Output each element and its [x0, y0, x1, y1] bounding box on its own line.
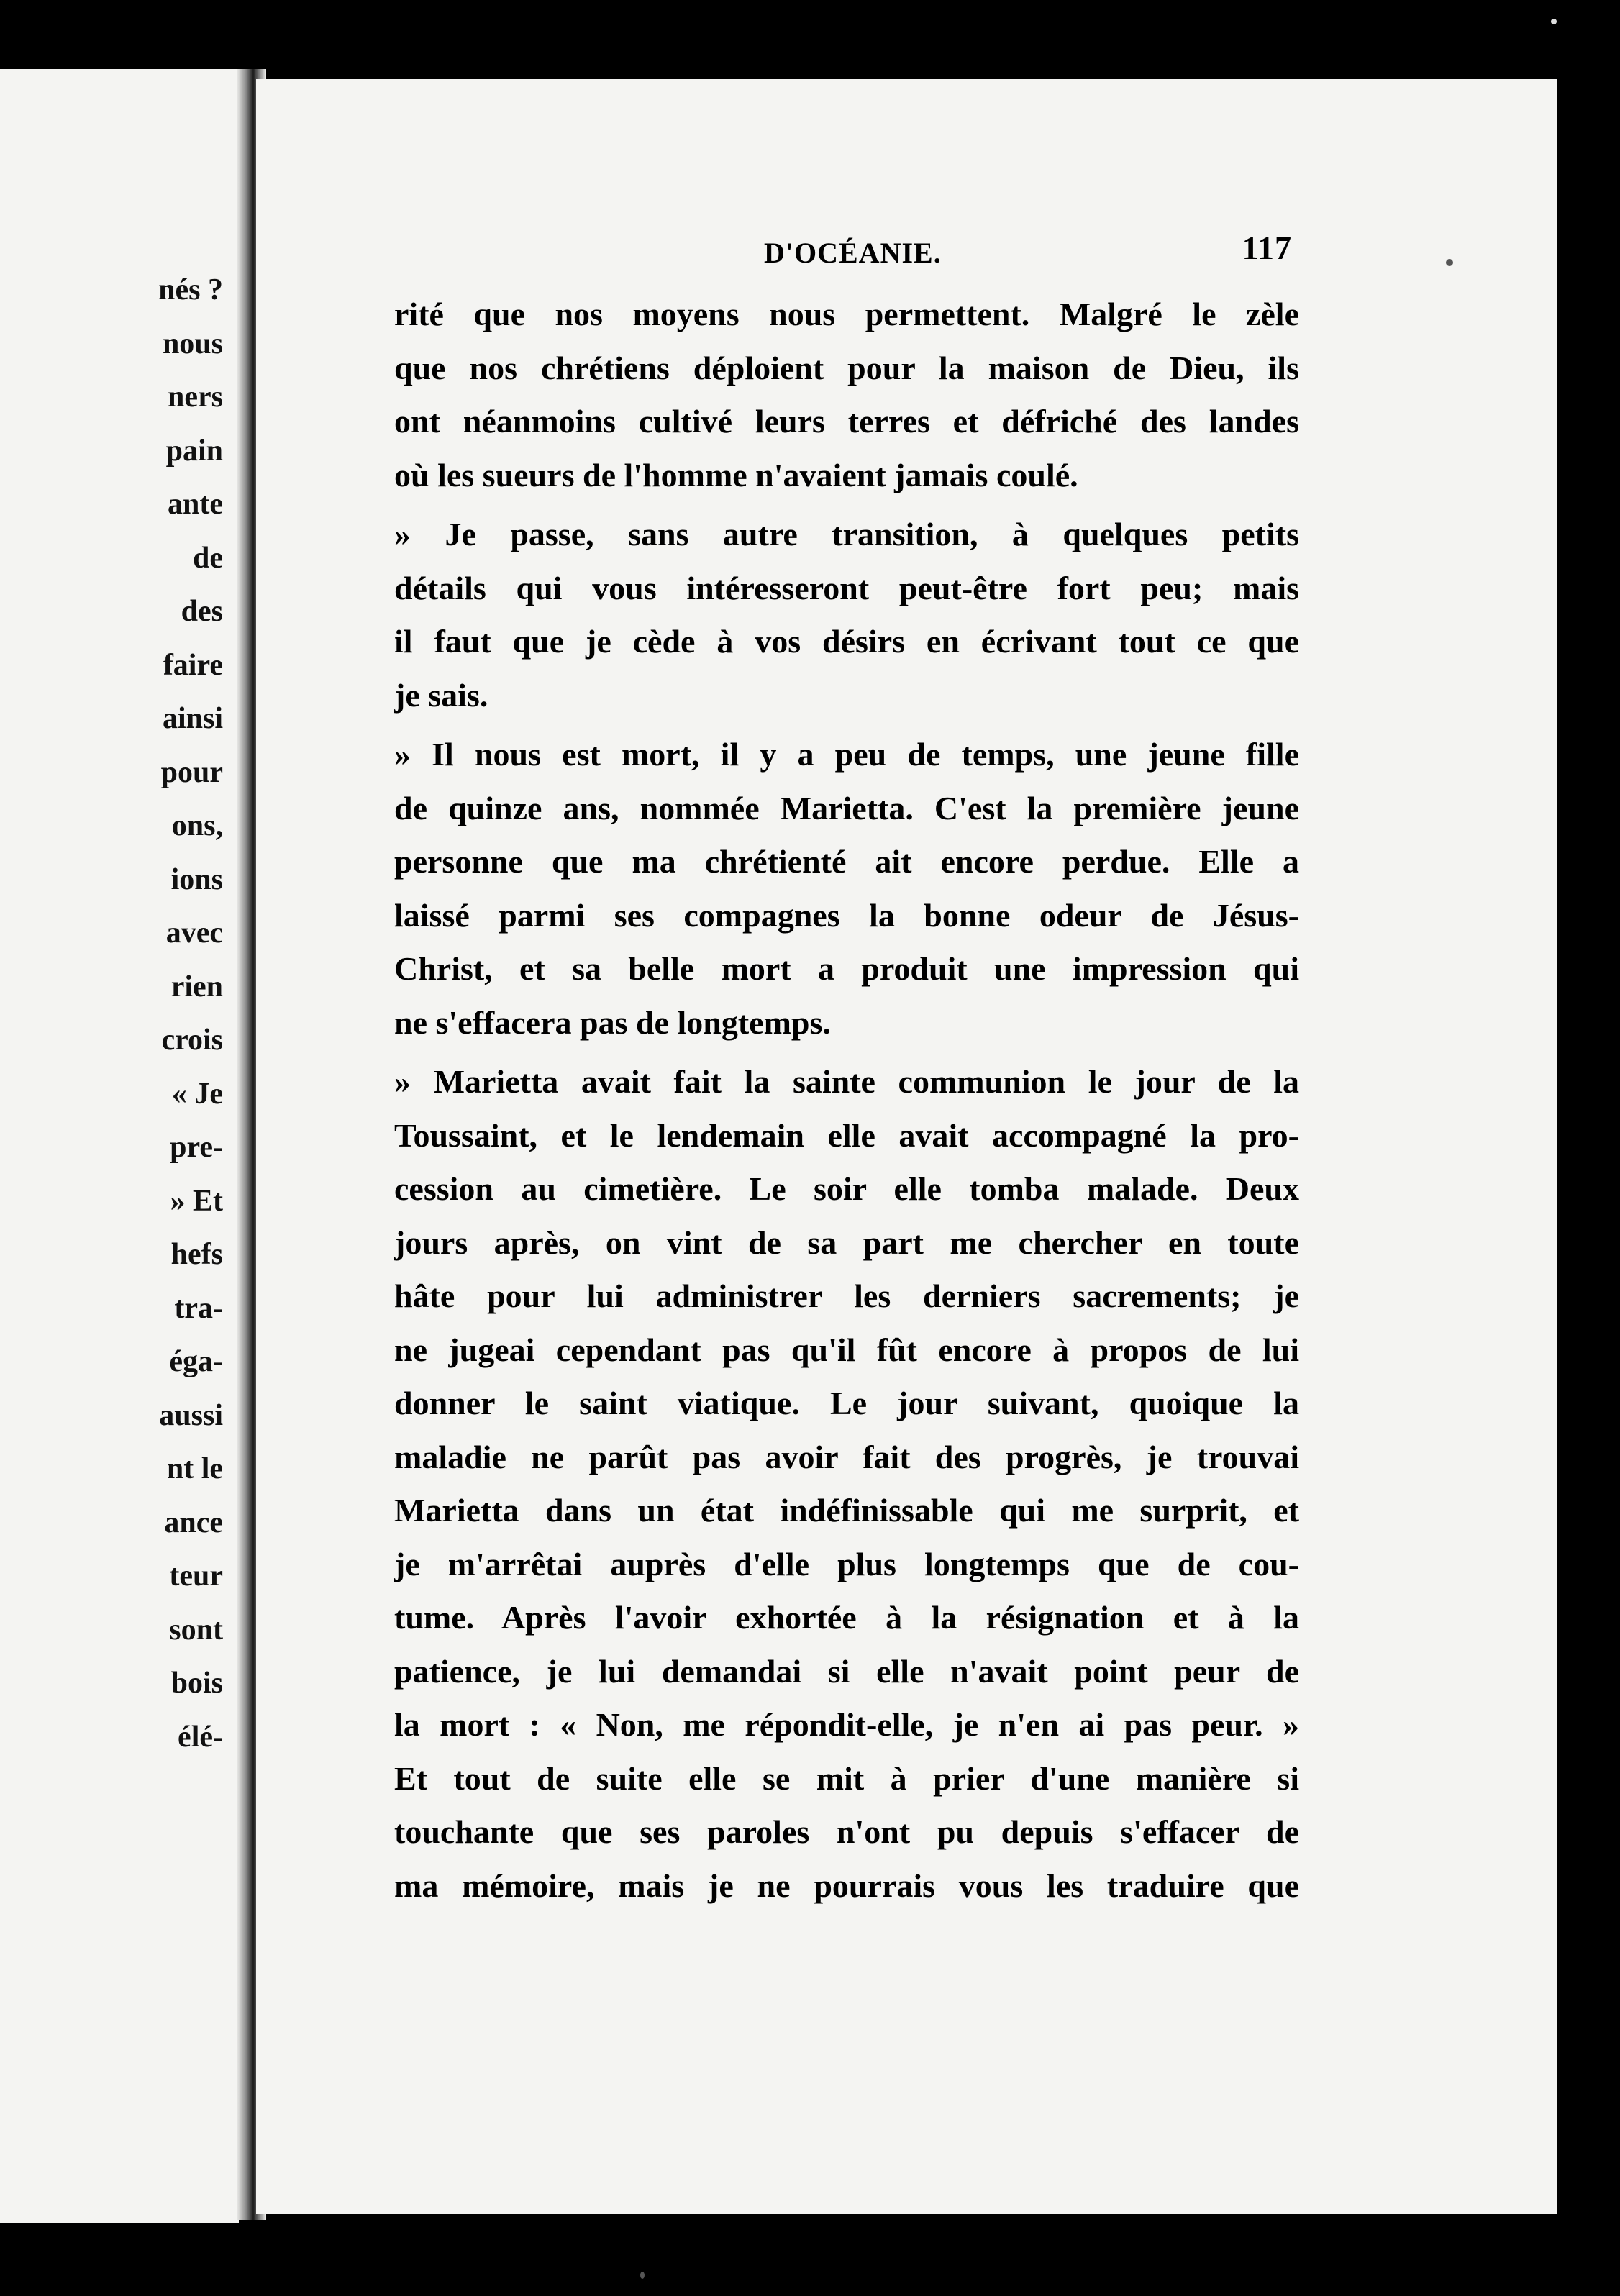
text-line: Et tout de suite elle se mit à prier d'une manière si: [394, 1759, 1299, 1797]
text-line: » Je passe, sans autre transition, à quelques petits: [394, 516, 1299, 552]
paragraph: [394, 508, 1299, 722]
text-line: Marietta dans un état indéfinissable qui me surprit, et: [394, 1492, 1299, 1529]
paragraph: [394, 728, 1299, 1049]
text-line: la mort : « Non, me répondit-elle, je n'en ai pas peur. »: [394, 1706, 1299, 1743]
left-page: [0, 69, 239, 2223]
paragraph-gap: [394, 722, 1299, 728]
left-page-fragment: éga-: [169, 1345, 223, 1378]
left-page-fragment: ante: [168, 488, 223, 521]
text-line: » Marietta avait fait la sainte communion le jour de la: [394, 1063, 1299, 1100]
page-number: 117: [1242, 229, 1292, 266]
left-page-fragment: avec: [165, 916, 223, 949]
paragraph: [394, 288, 1299, 502]
text-line: que nos chrétiens déploient pour la maison de Dieu, ils: [394, 349, 1299, 386]
running-title: D'OCÉANIE.: [764, 237, 942, 269]
text-line: il faut que je cède à vos désirs en écrivant tout ce que: [394, 623, 1299, 660]
left-page-fragment: aussi: [159, 1398, 223, 1432]
text-line: maladie ne parût pas avoir fait des progrès, je trouvai: [394, 1438, 1299, 1475]
left-page-fragment: nt le: [166, 1452, 223, 1485]
paragraph-gap: [394, 1049, 1299, 1055]
left-page-fragment: crois: [161, 1024, 223, 1057]
text-line: » Il nous est mort, il y a peu de temps, une jeune fille: [394, 736, 1299, 773]
text-line: détails qui vous intéresseront peut-être fort peu; mais: [394, 569, 1299, 606]
text-line: Christ, et sa belle mort a produit une impression qui: [394, 950, 1299, 987]
text-line: ma mémoire, mais je ne pourrais vous les traduire que: [394, 1867, 1299, 1904]
left-page-fragment: ners: [168, 381, 223, 414]
paper-speck: [640, 2272, 645, 2279]
text-line: jours après, on vint de sa part me chercher en toute: [394, 1224, 1299, 1261]
left-page-fragment: ance: [164, 1505, 223, 1539]
text-line: laissé parmi ses compagnes la bonne odeur de Jésus-: [394, 896, 1299, 934]
text-line: hâte pour lui administrer les derniers sacrements; je: [394, 1277, 1299, 1314]
text-line: touchante que ses paroles n'ont pu depuis s'effacer de: [394, 1813, 1299, 1850]
left-page-fragment: « Je: [171, 1077, 223, 1111]
left-page-fragment: élé-: [178, 1720, 223, 1754]
text-line: personne que ma chrétienté ait encore perdue. Elle a: [394, 843, 1299, 880]
text-line: je m'arrêtai auprès d'elle plus longtemps que de cou-: [394, 1545, 1299, 1582]
left-page-fragment: teur: [169, 1559, 223, 1593]
left-page-fragment: ions: [170, 862, 223, 896]
paragraph-gap: [394, 502, 1299, 508]
text-line: tume. Après l'avoir exhortée à la résignation et à la: [394, 1599, 1299, 1636]
text-line: donner le saint viatique. Le jour suivant, quoique la: [394, 1385, 1299, 1421]
text-line: cession au cimetière. Le soir elle tomba malade. Deux: [394, 1170, 1299, 1207]
left-page-fragment: rien: [170, 970, 223, 1003]
paper-speck: [1551, 19, 1557, 24]
paragraph: [394, 1055, 1299, 1913]
left-page-fragment: des: [181, 595, 223, 628]
paper-speck: [1446, 259, 1453, 266]
left-page-fragment: pain: [165, 434, 223, 468]
left-page-fragment: hefs: [170, 1238, 223, 1271]
left-page-fragment: ons,: [171, 809, 223, 842]
left-page-fragment: pre-: [170, 1131, 223, 1164]
left-page-fragment: » Et: [170, 1184, 223, 1218]
left-page-fragment: bois: [170, 1667, 223, 1700]
left-page-fragment: faire: [163, 648, 223, 682]
text-line: ont néanmoins cultivé leurs terres et défriché des landes: [394, 403, 1299, 439]
left-page-text-fragments: [158, 263, 223, 1764]
text-line: patience, je lui demandai si elle n'avait point peur de: [394, 1652, 1299, 1690]
text-line: où les sueurs de l'homme n'avaient jamais coulé.: [394, 456, 1078, 493]
text-line: ne jugeai cependant pas qu'il fût encore à propos de lui: [394, 1331, 1299, 1368]
text-line: je sais.: [394, 676, 488, 714]
left-page-fragment: de: [193, 541, 223, 575]
left-page-fragment: tra-: [174, 1291, 223, 1325]
left-page-fragment: pour: [160, 755, 223, 789]
text-line: ne s'effacera pas de longtemps.: [394, 1003, 831, 1041]
text-line: Toussaint, et le lendemain elle avait accompagné la pro-: [394, 1116, 1299, 1154]
left-page-fragment: sont: [169, 1613, 223, 1646]
left-page-fragment: ainsi: [162, 702, 223, 735]
body-text: [394, 288, 1299, 1913]
text-line: de quinze ans, nommée Marietta. C'est la première jeune: [394, 789, 1299, 826]
text-line: rité que nos moyens nous permettent. Malgré le zèle: [394, 296, 1299, 332]
left-page-fragment: nous: [162, 327, 223, 360]
left-page-fragment: nés ?: [158, 273, 223, 306]
